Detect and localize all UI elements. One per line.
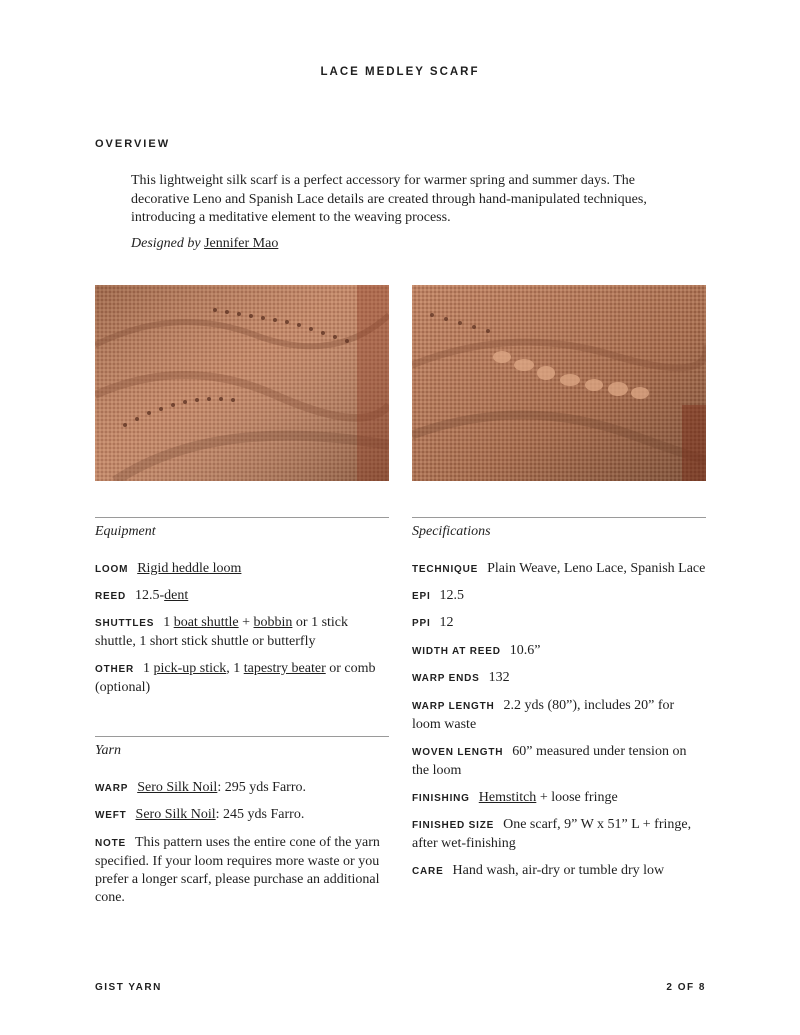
woven-length-value: 60” measured under tension on the loom	[412, 744, 687, 778]
warp-ends-value: 132	[488, 670, 510, 685]
spanish-lace-photo	[412, 285, 706, 481]
equipment-divider	[95, 517, 389, 518]
technique-label: TECHNIQUE	[412, 564, 479, 575]
yarn-title: Yarn	[95, 743, 121, 758]
other-text-1: 1	[143, 661, 154, 676]
spec-care	[412, 862, 706, 881]
shuttles-text-2: +	[238, 615, 254, 630]
designer-credit	[131, 236, 278, 252]
overview-heading: OVERVIEW	[95, 138, 171, 150]
warp-length-value: 2.2 yds (80”), includes 20” for loom waste	[412, 698, 675, 732]
other-label: OTHER	[95, 664, 134, 675]
yarn-weft	[95, 806, 389, 825]
leno-lace-photo	[95, 285, 389, 481]
spec-warp-length	[412, 697, 706, 734]
shuttles-text-3: or 1 stick shuttle, 1 short stick shuttle or butterfly	[95, 615, 349, 649]
spec-finishing	[412, 789, 706, 808]
page-title: LACE MEDLEY SCARF	[320, 66, 480, 78]
tapestry-beater-link[interactable]: tapestry beater	[243, 661, 326, 676]
technique-value: Plain Weave, Leno Lace, Spanish Lace	[487, 561, 706, 576]
bobbin-link[interactable]: bobbin	[253, 615, 293, 630]
finishing-label: FINISHING	[412, 793, 470, 804]
spec-width-at-reed	[412, 642, 706, 661]
width-at-reed-value: 10.6”	[509, 643, 541, 658]
width-at-reed-label: WIDTH AT REED	[412, 646, 501, 657]
spec-warp-ends	[412, 669, 706, 688]
reed-value: 12.5-	[134, 588, 165, 603]
equipment-title: Equipment	[95, 524, 156, 539]
epi-label: EPI	[412, 591, 431, 602]
spec-epi	[412, 587, 706, 606]
equipment-other	[95, 660, 389, 697]
spec-technique	[412, 560, 706, 579]
equipment-shuttles	[95, 614, 389, 651]
loom-link[interactable]: Rigid heddle loom	[137, 561, 242, 576]
shuttles-text-1: 1	[163, 615, 174, 630]
yarn-warp	[95, 779, 389, 798]
other-text-2: , 1	[226, 661, 244, 676]
weft-yarn-amount: : 245 yds Farro.	[215, 807, 305, 822]
loom-label: LOOM	[95, 564, 129, 575]
note-text: This pattern uses the entire cone of the yarn specified. If your loom requires more waste or you prefer a longer scarf, please purchase an additional cone.	[95, 835, 380, 905]
ppi-value: 12	[439, 615, 454, 630]
designed-by-label: Designed by	[131, 236, 201, 251]
yarn-divider	[95, 736, 389, 737]
designer-link[interactable]: Jennifer Mao	[204, 236, 279, 251]
finished-size-label: FINISHED SIZE	[412, 820, 495, 831]
epi-value: 12.5	[439, 588, 465, 603]
yarn-note	[95, 834, 389, 907]
spec-finished-size	[412, 816, 706, 853]
care-label: CARE	[412, 866, 444, 877]
spec-woven-length	[412, 743, 706, 780]
finished-size-value: One scarf, 9” W x 51” L + fringe, after wet-finishing	[412, 817, 692, 851]
ppi-label: PPI	[412, 618, 431, 629]
boat-shuttle-link[interactable]: boat shuttle	[173, 615, 239, 630]
page-number: 2 OF 8	[666, 982, 706, 993]
equipment-reed	[95, 587, 389, 606]
specifications-title: Specifications	[412, 524, 491, 539]
finishing-rest: + loose fringe	[536, 790, 618, 805]
hemstitch-link[interactable]: Hemstitch	[478, 790, 537, 805]
weft-label: WEFT	[95, 810, 127, 821]
other-text-3: or comb (optional)	[95, 661, 376, 695]
equipment-loom	[95, 560, 389, 579]
woven-length-label: WOVEN LENGTH	[412, 747, 504, 758]
overview-description: This lightweight silk scarf is a perfect accessory for warmer spring and summer days. The decorative Leno and Spanish Lace details are created through hand-manipulated techniques, introducing a meditative element to the weaving process.	[131, 173, 647, 225]
pick-up-stick-link[interactable]: pick-up stick	[153, 661, 227, 676]
spec-ppi	[412, 614, 706, 633]
warp-yarn-amount: : 295 yds Farro.	[217, 780, 306, 795]
specifications-divider	[412, 517, 706, 518]
warp-yarn-link[interactable]: Sero Silk Noil	[137, 780, 218, 795]
shuttles-label: SHUTTLES	[95, 618, 155, 629]
footer-brand: GIST YARN	[95, 982, 162, 993]
warp-ends-label: WARP ENDS	[412, 673, 480, 684]
warp-label: WARP	[95, 783, 129, 794]
weft-yarn-link[interactable]: Sero Silk Noil	[135, 807, 216, 822]
warp-length-label: WARP LENGTH	[412, 701, 495, 712]
reed-label: REED	[95, 591, 126, 602]
care-value: Hand wash, air-dry or tumble dry low	[452, 863, 665, 878]
dent-link[interactable]: dent	[164, 588, 189, 603]
note-label: NOTE	[95, 838, 126, 849]
